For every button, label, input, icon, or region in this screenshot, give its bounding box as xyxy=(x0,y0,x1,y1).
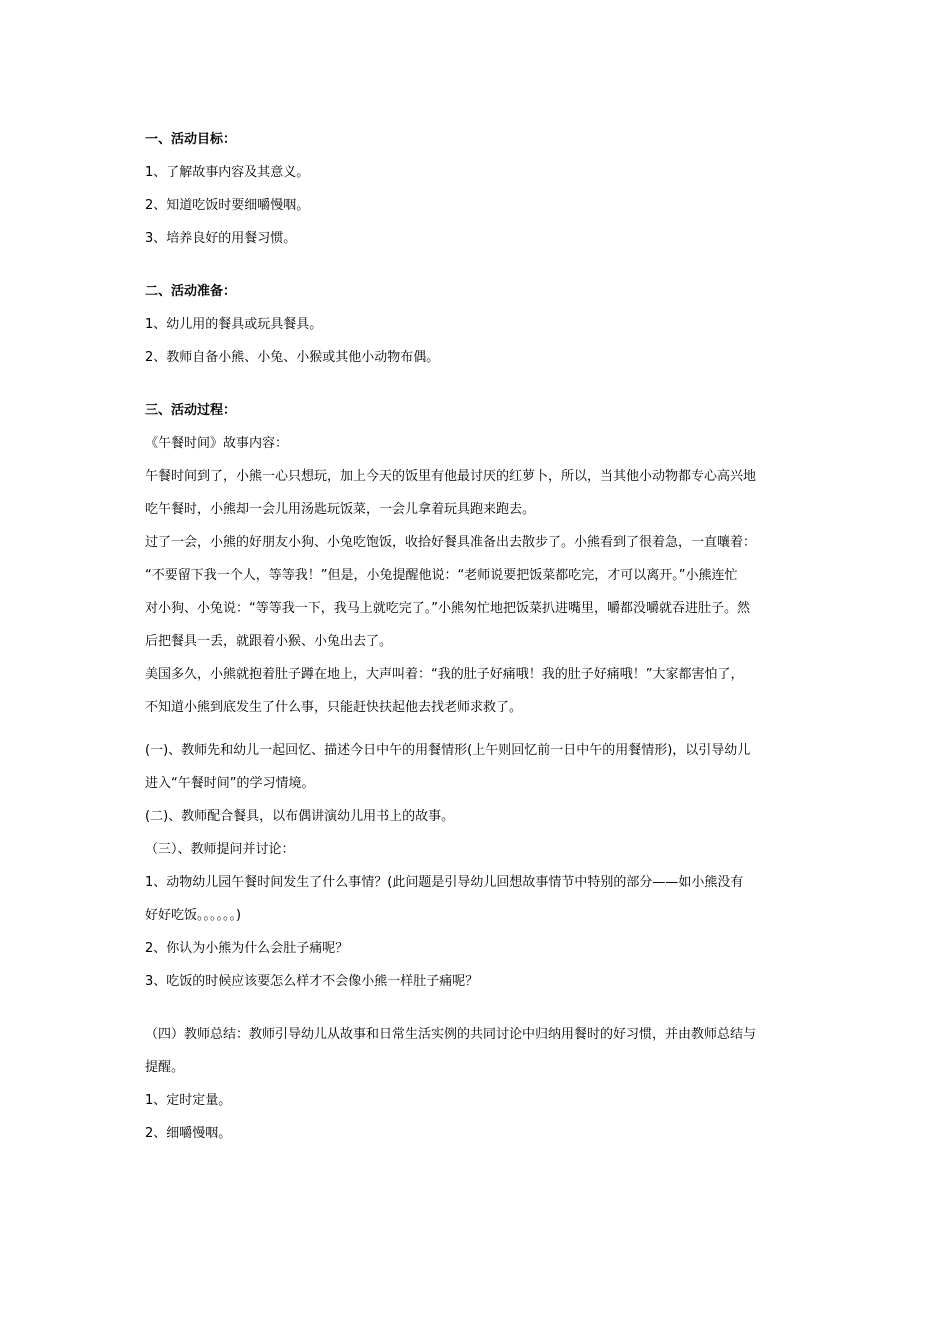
goal-item: 3、培养良好的用餐习惯。 xyxy=(145,231,297,246)
habit-item: 1、定时定量。 xyxy=(145,1093,232,1108)
step-three: （三）、教师提问并讨论： xyxy=(145,842,295,857)
step-four-line: （四）教师总结：教师引导幼儿从故事和日常生活实例的共同讨论中归纳用餐时的好习惯，并由教师总结与 xyxy=(145,1027,757,1042)
story-line: 不知道小熊到底发生了什么事，只能赶快扶起他去找老师求救了。 xyxy=(145,700,523,715)
section-spacer xyxy=(145,255,815,275)
section-spacer xyxy=(145,374,815,394)
preparation-item: 2、教师自备小熊、小兔、小猴或其他小动物布偶。 xyxy=(145,350,440,365)
section-spacer xyxy=(145,998,815,1018)
document-body xyxy=(145,123,815,1150)
story-line: 过了一会，小熊的好朋友小狗、小兔吃饱饭，收拾好餐具准备出去散步了。小熊看到了很着急，一直嚷着： xyxy=(145,535,757,550)
story-line: 美国多久，小熊就抱着肚子蹲在地上，大声叫着：“我的肚子好痛哦！我的肚子好痛哦！”大家都害怕了， xyxy=(145,667,744,682)
story-line: 吃午餐时，小熊却一会儿用汤匙玩饭菜，一会儿拿着玩具跑来跑去。 xyxy=(145,502,536,517)
habit-item: 2、细嚼慢咽。 xyxy=(145,1126,232,1141)
step-four-line: 提醒。 xyxy=(145,1060,185,1075)
section-heading-goals: 一、活动目标： xyxy=(145,132,237,147)
story-line: “不要留下我一个人，等等我！”但是，小兔提醒他说：“老师说要把饭菜都吃完，才可以离开。”小熊连忙 xyxy=(145,568,738,583)
section-spacer xyxy=(145,724,815,734)
discussion-question: 2、你认为小熊为什么会肚子痛呢？ xyxy=(145,941,349,956)
story-line: 后把餐具一丢，就跟着小猴、小兔出去了。 xyxy=(145,634,393,649)
step-two: (二)、教师配合餐具，以布偶讲演幼儿用书上的故事。 xyxy=(145,809,455,824)
discussion-question: 1、动物幼儿园午餐时间发生了什么事情？(此问题是引导幼儿回想故事情节中特别的部分——如小熊没有 xyxy=(145,875,744,890)
section-heading-preparation: 二、活动准备： xyxy=(145,284,237,299)
step-one-line: (一)、教师先和幼儿一起回忆、描述今日中午的用餐情形(上午则回忆前一日中午的用餐情形)，以引导幼儿 xyxy=(145,743,751,758)
section-heading-process: 三、活动过程： xyxy=(145,403,237,418)
story-title: 《午餐时间》故事内容： xyxy=(145,436,289,451)
story-line: 午餐时间到了，小熊一心只想玩，加上今天的饭里有他最讨厌的红萝卜，所以，当其他小动物都专心高兴地 xyxy=(145,469,757,484)
goal-item: 2、知道吃饭时要细嚼慢咽。 xyxy=(145,198,310,213)
preparation-item: 1、幼儿用的餐具或玩具餐具。 xyxy=(145,317,323,332)
discussion-question: 好好吃饭。。。。。。) xyxy=(145,908,242,923)
step-one-line: 进入“午餐时间”的学习情境。 xyxy=(145,776,315,791)
goal-item: 1、了解故事内容及其意义。 xyxy=(145,165,310,180)
discussion-question: 3、吃饭的时候应该要怎么样才不会像小熊一样肚子痛呢？ xyxy=(145,974,479,989)
story-line: 对小狗、小兔说：“等等我一下，我马上就吃完了。”小熊匆忙地把饭菜扒进嘴里，嚼都没嚼就吞进肚子。然 xyxy=(145,601,750,616)
